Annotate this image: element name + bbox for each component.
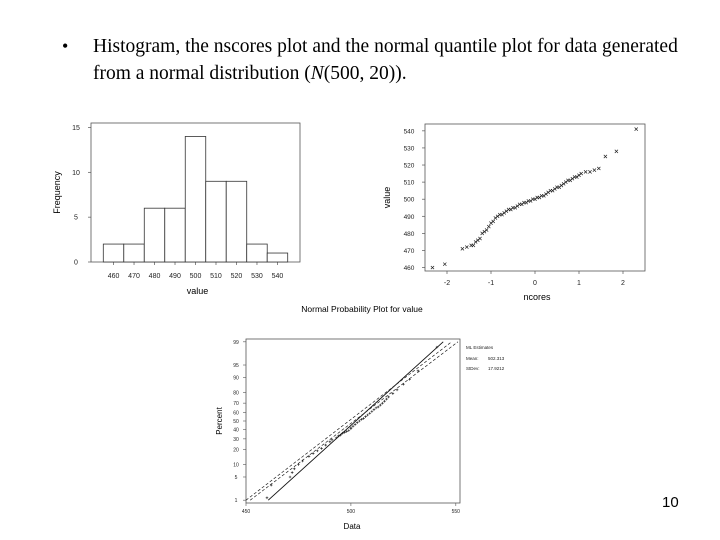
legend-entry-label: StDev: (466, 366, 480, 371)
probability-point (291, 471, 294, 474)
histogram-x-tick-label: 480 (148, 273, 161, 280)
probability-point (381, 402, 384, 405)
probability-point (402, 383, 405, 386)
title-bullet: • (62, 36, 69, 56)
confidence-band-upper (246, 342, 452, 500)
histogram-x-tick-label: 500 (189, 273, 202, 280)
probability-plot-x-label: Data (343, 522, 361, 531)
nscores-y-tick-label: 490 (403, 213, 415, 221)
probability-plot-y-tick-label: 1 (234, 498, 238, 505)
probability-plot-y-tick-label: 70 (233, 401, 239, 408)
probability-point (297, 463, 300, 466)
probability-point (356, 421, 359, 424)
probability-point (352, 425, 355, 428)
nscores-y-tick-label: 460 (403, 265, 415, 273)
probability-point (293, 468, 296, 471)
confidence-band-lower (250, 342, 458, 500)
probability-plot-legend (466, 345, 505, 371)
nscores-y-label: value (382, 186, 392, 209)
probability-point (396, 389, 399, 392)
nscores-y-tick-label: 520 (403, 162, 415, 170)
probability-point (358, 420, 361, 423)
probability-point (316, 450, 319, 453)
probability-point (366, 414, 369, 417)
probability-point (289, 476, 292, 479)
probability-point (324, 444, 327, 447)
histogram-y-label: Frequency (52, 171, 62, 214)
probability-plot-y-tick-label: 20 (233, 447, 239, 454)
legend-entry-label: Mean: (466, 356, 479, 361)
nscores-y-tick-label: 540 (403, 128, 415, 136)
nscores-x-tick-label: -1 (487, 280, 495, 287)
legend-title: ML Estimates (466, 345, 494, 350)
probability-point (320, 447, 323, 450)
probability-plot-y-tick-label: 30 (233, 436, 239, 443)
probability-plot-lines (246, 342, 458, 500)
slide-title-italic: N (310, 63, 324, 84)
legend-entry-value: 502.313 (488, 356, 505, 361)
probability-plot-frame (246, 339, 460, 503)
slide-title-end: (500, 20)). (323, 63, 407, 84)
probability-plot-y-tick-label: 90 (233, 375, 239, 382)
histogram-y-tick-label: 0 (74, 259, 78, 267)
histogram-x-tick-label: 530 (251, 273, 263, 280)
probability-point (312, 452, 315, 455)
probability-point (392, 392, 395, 395)
probability-point (308, 455, 311, 458)
nscores-x-tick-label: -2 (443, 280, 451, 287)
probability-plot-y-tick-label: 40 (233, 427, 239, 434)
slide-title-text: Histogram, the nscores plot and the normal quantile plot for data generated from a normal distribution ( (93, 36, 678, 84)
nscores-y-tick-label: 530 (403, 145, 415, 153)
histogram-x-tick-label: 490 (169, 273, 181, 280)
histogram-y-tick-label: 5 (74, 214, 78, 222)
probability-plot-title: Normal Probability Plot for value (301, 304, 423, 314)
probability-point (266, 497, 269, 500)
probability-point (335, 437, 338, 440)
probability-point (373, 408, 376, 411)
nscores-x-tick-label: 2 (621, 280, 625, 287)
nscores-y-tick-label: 470 (403, 247, 415, 255)
probability-plot-x-tick-label: 550 (451, 509, 460, 515)
histogram-x-tick-label: 460 (107, 273, 120, 280)
probability-plot-y-tick-label: 95 (233, 363, 239, 370)
probability-point (364, 415, 367, 418)
nscores-x-tick-label: 0 (533, 280, 537, 287)
probability-plot-y-tick-label: 60 (233, 410, 239, 417)
probability-point (387, 396, 390, 399)
histogram-x-tick-label: 510 (210, 273, 222, 280)
probability-plot-y-tick-label: 10 (233, 462, 239, 469)
nscores-y-tick-label: 480 (403, 230, 415, 238)
probability-point (379, 404, 382, 407)
probability-plot-x-tick-label: 450 (241, 509, 251, 515)
probability-fit-line (268, 342, 443, 500)
probability-plot-points (266, 346, 439, 499)
probability-point (371, 410, 374, 413)
legend-entry-value: 17.9212 (488, 366, 505, 371)
probability-plot-y-tick-label: 5 (234, 474, 238, 481)
histogram-x-tick-label: 520 (230, 273, 243, 280)
probability-plot-y-tick-label: 80 (233, 390, 239, 397)
probability-plot-x-tick-label: 500 (346, 509, 356, 515)
nscores-x-label: ncores (523, 292, 551, 302)
probability-point (385, 398, 388, 401)
histogram-y-tick-label: 10 (72, 169, 80, 177)
histogram-x-tick-label: 540 (271, 273, 284, 280)
probability-point (270, 484, 273, 487)
nscores-y-tick-label: 510 (403, 179, 415, 187)
page-number: 10 (662, 494, 679, 511)
probability-point (354, 423, 357, 426)
nscores-y-tick-label: 500 (403, 196, 415, 204)
histogram-x-label: value (186, 286, 209, 296)
histogram-x-tick-label: 470 (128, 273, 140, 280)
probability-plot-y-tick-label: 50 (233, 419, 239, 425)
probability-plot-y-tick-label: 99 (233, 339, 239, 346)
probability-plot-y-label: Percent (215, 407, 224, 435)
nscores-x-tick-label: 1 (577, 280, 581, 287)
probability-point (383, 400, 386, 403)
probability-point (368, 412, 371, 415)
probability-point (301, 460, 304, 463)
histogram-y-tick-label: 15 (72, 124, 80, 132)
probability-point (329, 441, 332, 444)
